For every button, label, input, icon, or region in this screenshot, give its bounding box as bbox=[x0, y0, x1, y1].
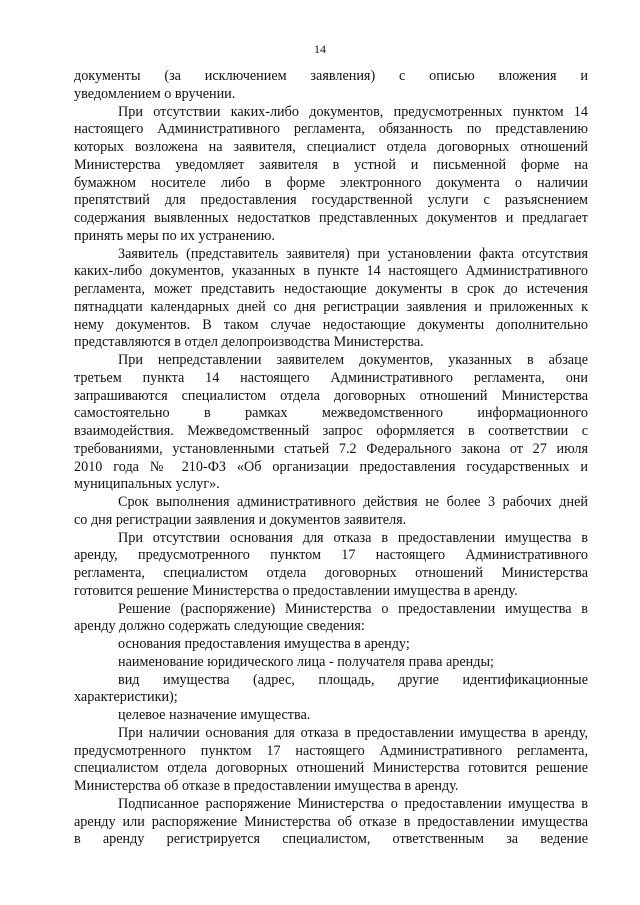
text-line: При наличии основания для отказа в предоставлении имущества в аренду, bbox=[118, 724, 588, 741]
text-line: наименование юридического лица - получателя права аренды; bbox=[118, 653, 494, 670]
text-line: При отсутствии основания для отказа в предоставлении имущества в bbox=[118, 529, 588, 546]
text-line: При непредставлении заявителем документов, указанных в абзаце bbox=[118, 352, 588, 368]
text-line: нему документов. В таком случае недостающие документы дополнительно bbox=[74, 316, 588, 333]
page-number: 14 bbox=[314, 42, 326, 56]
text-line: самостоятельно в рамках межведомственного информационного bbox=[74, 405, 588, 422]
text-line: представляются в отдел делопроизводства Министерства. bbox=[74, 334, 424, 351]
text-line: 2010 года № 210-ФЗ «Об организации предоставления государственных и bbox=[74, 458, 588, 475]
text-line: предусмотренного пунктом 17 настоящего Административного регламента, bbox=[74, 742, 588, 759]
text-line: готовится решение Министерства о предоставлении имущества в аренду. bbox=[74, 582, 518, 599]
text-line: третьем пункта 14 настоящего Административного регламента, они bbox=[74, 369, 588, 386]
text-line: препятствий для предоставления государственной услуги с разъяснением bbox=[74, 192, 588, 209]
text-line: уведомлением о вручении. bbox=[74, 85, 236, 102]
text-line: документы (за исключением заявления) с описью вложения и bbox=[74, 68, 588, 84]
text-line: вид имущества (адрес, площадь, другие идентификационные bbox=[118, 671, 588, 688]
text-line: специалистом отдела договорных отношений Министерства готовится решение bbox=[74, 760, 588, 777]
text-line: взаимодействия. Межведомственный запрос оформляется в соответствии с bbox=[74, 423, 588, 439]
text-line: муниципальных услуг». bbox=[74, 476, 220, 493]
text-line: целевое назначение имущества. bbox=[118, 707, 311, 723]
text-line: которых возложена на заявителя, специалист отдела договорных отношений bbox=[74, 139, 588, 155]
body-text bbox=[74, 68, 588, 849]
text-line: бумажном носителе либо в форме электронного документа о наличии bbox=[74, 174, 588, 191]
text-line: требованиями, установленными статьей 7.2 Федерального закона от 27 июля bbox=[74, 440, 588, 457]
text-line: Срок выполнения административного действия не более 3 рабочих дней bbox=[118, 494, 588, 510]
text-line: аренду должно содержать следующие сведения: bbox=[74, 618, 365, 635]
text-line: каких-либо документов, указанных в пункте 14 настоящего Административного bbox=[74, 263, 588, 280]
text-line: регламента, может представить недостающие документы в срок до истечения bbox=[74, 281, 588, 297]
text-line: настоящего Административного регламента, обязанность по представлению bbox=[74, 121, 588, 138]
text-line: со дня регистрации заявления и документов заявителя. bbox=[74, 511, 407, 528]
text-line: основания предоставления имущества в аренду; bbox=[118, 636, 410, 652]
text-line: запрашиваются специалистом отдела договорных отношений Министерства bbox=[74, 387, 588, 404]
text-line: содержания выявленных недостатков представленных документов и предлагает bbox=[74, 210, 588, 226]
text-line: принять меры по их устранению. bbox=[74, 227, 275, 244]
text-line: аренду, предусмотренного пунктом 17 настоящего Административного bbox=[74, 547, 588, 564]
text-line: При отсутствии каких-либо документов, предусмотренных пунктом 14 bbox=[118, 103, 588, 120]
text-line: Подписанное распоряжение Министерства о предоставлении имущества в bbox=[118, 795, 588, 812]
text-line: аренду или распоряжение Министерства об отказе в предоставлении имущества bbox=[74, 813, 588, 830]
text-line: характеристики); bbox=[74, 689, 178, 706]
text-line: Министерства уведомляет заявителя в устной и письменной форме на bbox=[74, 156, 588, 173]
text-line: Заявитель (представитель заявителя) при установлении факта отсутствия bbox=[118, 245, 588, 262]
text-line: Министерства об отказе в предоставлении имущества в аренду. bbox=[74, 778, 459, 794]
text-line: в аренду регистрируется специалистом, ответственным за ведение bbox=[74, 831, 588, 848]
text-line: регламента, специалистом отдела договорных отношений Министерства bbox=[74, 565, 588, 581]
text-line: Решение (распоряжение) Министерства о предоставлении имущества в bbox=[118, 600, 588, 617]
text-line: пятнадцати календарных дней со дня регистрации заявления и приложенных к bbox=[74, 298, 588, 315]
